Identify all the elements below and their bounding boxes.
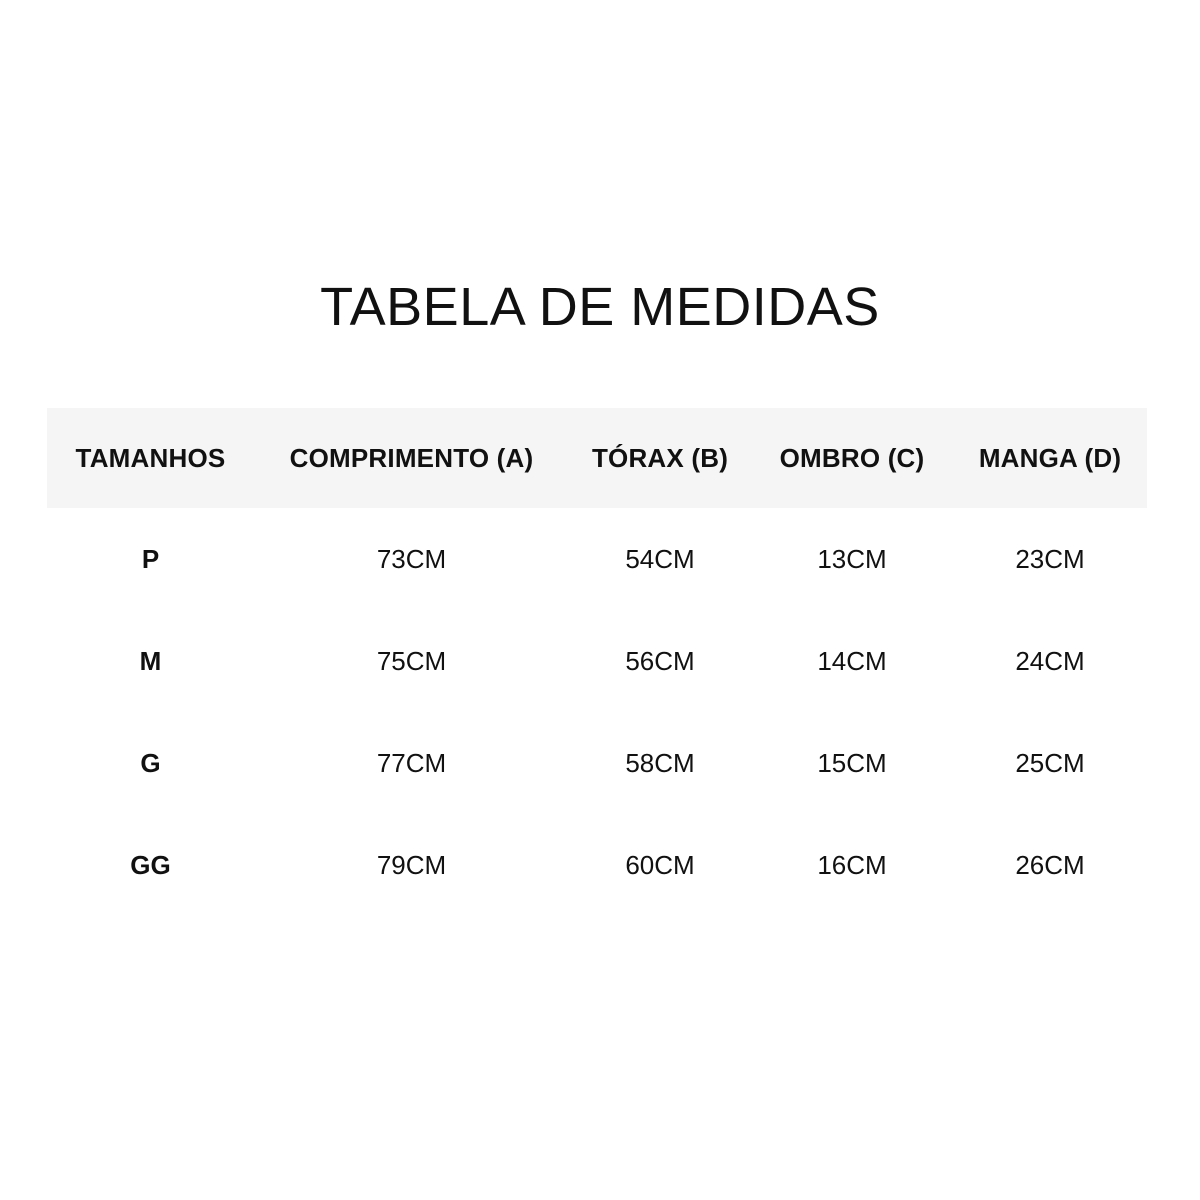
size-cell: GG	[130, 849, 171, 880]
sleeve-cell: 24CM	[1015, 645, 1085, 676]
size-cell: G	[140, 747, 161, 778]
sleeve-cell: 23CM	[1015, 543, 1085, 574]
header-length: COMPRIMENTO (A)	[289, 442, 534, 473]
table-header	[47, 408, 1147, 508]
table-body	[47, 508, 1147, 916]
size-cell: M	[139, 645, 162, 676]
table-row	[47, 610, 1147, 712]
table-row	[47, 508, 1147, 610]
shoulder-cell: 15CM	[817, 747, 887, 778]
length-cell: 73CM	[376, 543, 447, 574]
chest-cell: 54CM	[625, 543, 695, 574]
shoulder-cell: 16CM	[817, 849, 887, 880]
table-header-row	[47, 408, 1147, 508]
table-row	[47, 712, 1147, 814]
length-cell: 75CM	[376, 645, 447, 676]
table-row	[47, 814, 1147, 916]
chest-cell: 60CM	[625, 849, 695, 880]
header-shoulder: OMBRO (C)	[779, 442, 925, 473]
length-cell: 79CM	[376, 849, 447, 880]
sleeve-cell: 26CM	[1015, 849, 1085, 880]
header-sleeve: MANGA (D)	[978, 442, 1122, 473]
sleeve-cell: 25CM	[1015, 747, 1085, 778]
size-chart-table	[47, 408, 1147, 916]
shoulder-cell: 14CM	[817, 645, 887, 676]
shoulder-cell: 13CM	[817, 543, 887, 574]
page-title: TABELA DE MEDIDAS	[320, 277, 880, 337]
header-sizes: TAMANHOS	[75, 442, 226, 473]
chest-cell: 58CM	[625, 747, 695, 778]
length-cell: 77CM	[376, 747, 447, 778]
chest-cell: 56CM	[625, 645, 695, 676]
size-cell: P	[141, 543, 160, 574]
header-chest: TÓRAX (B)	[591, 442, 729, 473]
